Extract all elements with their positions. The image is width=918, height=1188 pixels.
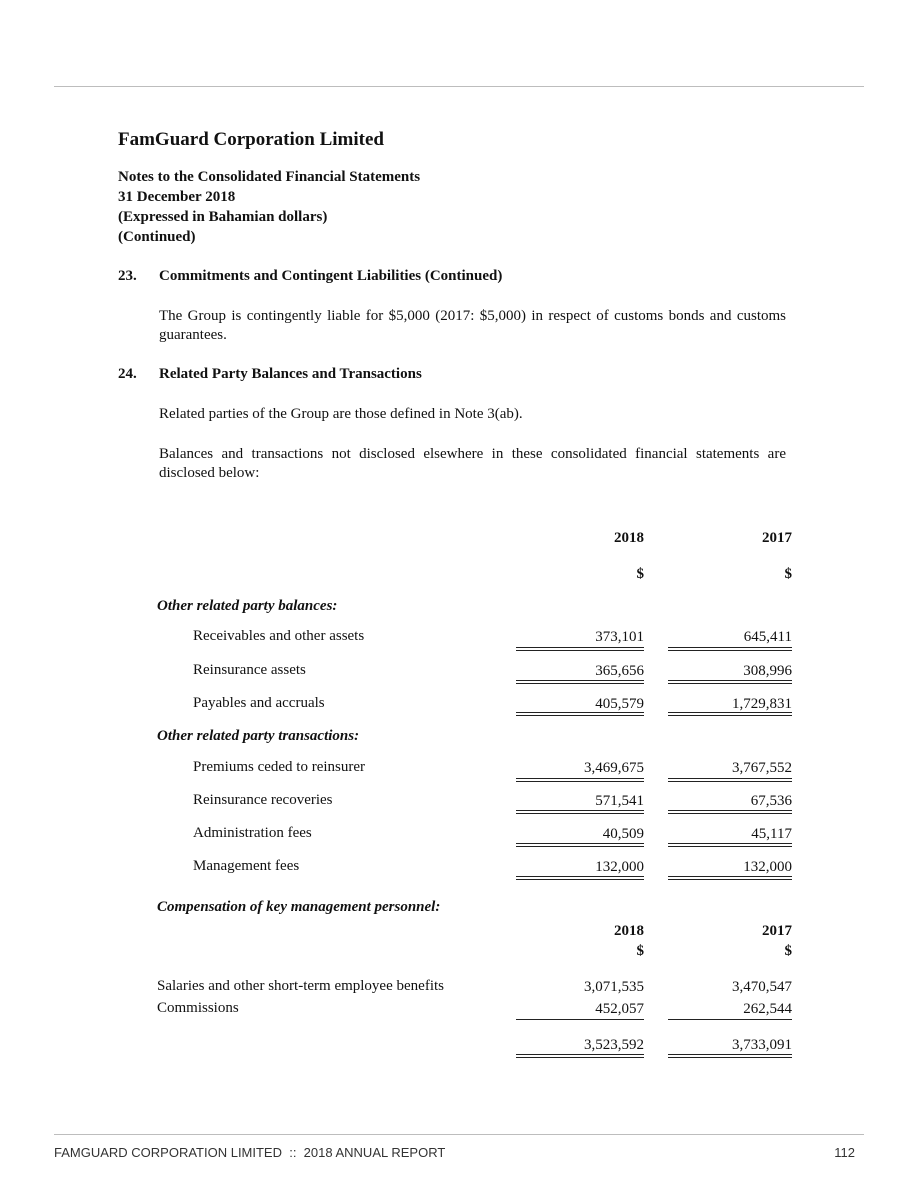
- double-underline: [668, 876, 792, 880]
- double-underline: [668, 712, 792, 716]
- double-underline: [668, 810, 792, 814]
- footer-report-title: FAMGUARD CORPORATION LIMITED :: 2018 ANNUAL REPORT: [54, 1145, 446, 1160]
- subtitle-line: 31 December 2018: [118, 189, 236, 205]
- currency-2018: $: [636, 943, 644, 959]
- double-underline: [668, 778, 792, 782]
- table-cell-2018: 365,656: [595, 663, 644, 679]
- double-underline: [668, 680, 792, 684]
- table-cell-2018: 132,000: [595, 859, 644, 875]
- table-cell-2018: 40,509: [602, 826, 644, 842]
- table-cell-2017: 3,470,547: [732, 979, 792, 995]
- table-cell-2017: 132,000: [743, 859, 792, 875]
- total-2018: 3,523,592: [584, 1037, 644, 1053]
- currency-2017: $: [784, 566, 792, 582]
- table-row-label: Management fees: [193, 858, 300, 874]
- table-row-label: Receivables and other assets: [193, 628, 365, 644]
- col-header-2018: 2018: [614, 530, 644, 546]
- double-underline: [516, 876, 644, 880]
- double-underline: [516, 1054, 644, 1058]
- double-underline: [516, 843, 644, 847]
- col-header-2018: 2018: [614, 923, 644, 939]
- table-cell-2018: 3,071,535: [584, 979, 644, 995]
- table-cell-2018: 571,541: [595, 793, 644, 809]
- table-row-label: Salaries and other short-term employee benefits: [157, 978, 444, 994]
- note-23-title: Commitments and Contingent Liabilities (Continued): [159, 268, 503, 284]
- table-row-label: Premiums ceded to reinsurer: [193, 759, 366, 775]
- page-number: 112: [834, 1145, 855, 1160]
- footer-rule: [54, 1134, 864, 1135]
- table-cell-2018: 452,057: [595, 1001, 644, 1017]
- note-24-para-1: Related parties of the Group are those defined in Note 3(ab).: [159, 406, 523, 422]
- subtitle-line: (Continued): [118, 229, 196, 245]
- table-cell-2017: 645,411: [743, 629, 792, 645]
- double-underline: [516, 712, 644, 716]
- table-row-label: Reinsurance assets: [193, 662, 306, 678]
- table-cell-2018: 405,579: [595, 696, 644, 712]
- table-cell-2017: 1,729,831: [732, 696, 792, 712]
- note-24-title: Related Party Balances and Transactions: [159, 366, 422, 382]
- balances-heading: Other related party balances:: [157, 598, 338, 614]
- subtitle-line: Notes to the Consolidated Financial Statements: [118, 169, 421, 185]
- top-rule: [54, 86, 864, 87]
- table-cell-2017: 262,544: [743, 1001, 792, 1017]
- col-header-2017: 2017: [762, 923, 792, 939]
- table-cell-2017: 67,536: [750, 793, 792, 809]
- table-row-label: Payables and accruals: [193, 695, 325, 711]
- note-24-para-2: Balances and transactions not disclosed elsewhere in these consolidated financial statements are disclosed below:: [159, 446, 786, 481]
- currency-2017: $: [784, 943, 792, 959]
- double-underline: [668, 843, 792, 847]
- total-2017: 3,733,091: [732, 1037, 792, 1053]
- double-underline: [668, 647, 792, 651]
- subtotal-line: [668, 1019, 792, 1020]
- subtotal-line: [516, 1019, 644, 1020]
- double-underline: [516, 680, 644, 684]
- table-cell-2018: 373,101: [595, 629, 644, 645]
- table-row-label: Commissions: [157, 1000, 239, 1016]
- double-underline: [668, 1054, 792, 1058]
- note-23-text: The Group is contingently liable for $5,000 (2017: $5,000) in respect of customs bonds and customs guarantees.: [159, 308, 786, 343]
- compensation-heading: Compensation of key management personnel:: [157, 899, 441, 915]
- double-underline: [516, 778, 644, 782]
- col-header-2017: 2017: [762, 530, 792, 546]
- currency-2018: $: [636, 566, 644, 582]
- note-24-number: 24.: [118, 366, 137, 382]
- table-cell-2017: 3,767,552: [732, 760, 792, 776]
- subtitle-line: (Expressed in Bahamian dollars): [118, 209, 328, 225]
- table-row-label: Administration fees: [193, 825, 312, 841]
- transactions-heading: Other related party transactions:: [157, 728, 360, 744]
- note-23-number: 23.: [118, 268, 137, 284]
- table-cell-2017: 308,996: [743, 663, 792, 679]
- table-cell-2017: 45,117: [751, 826, 792, 842]
- double-underline: [516, 647, 644, 651]
- double-underline: [516, 810, 644, 814]
- table-row-label: Reinsurance recoveries: [193, 792, 333, 808]
- table-cell-2018: 3,469,675: [584, 760, 644, 776]
- company-name: FamGuard Corporation Limited: [118, 129, 384, 150]
